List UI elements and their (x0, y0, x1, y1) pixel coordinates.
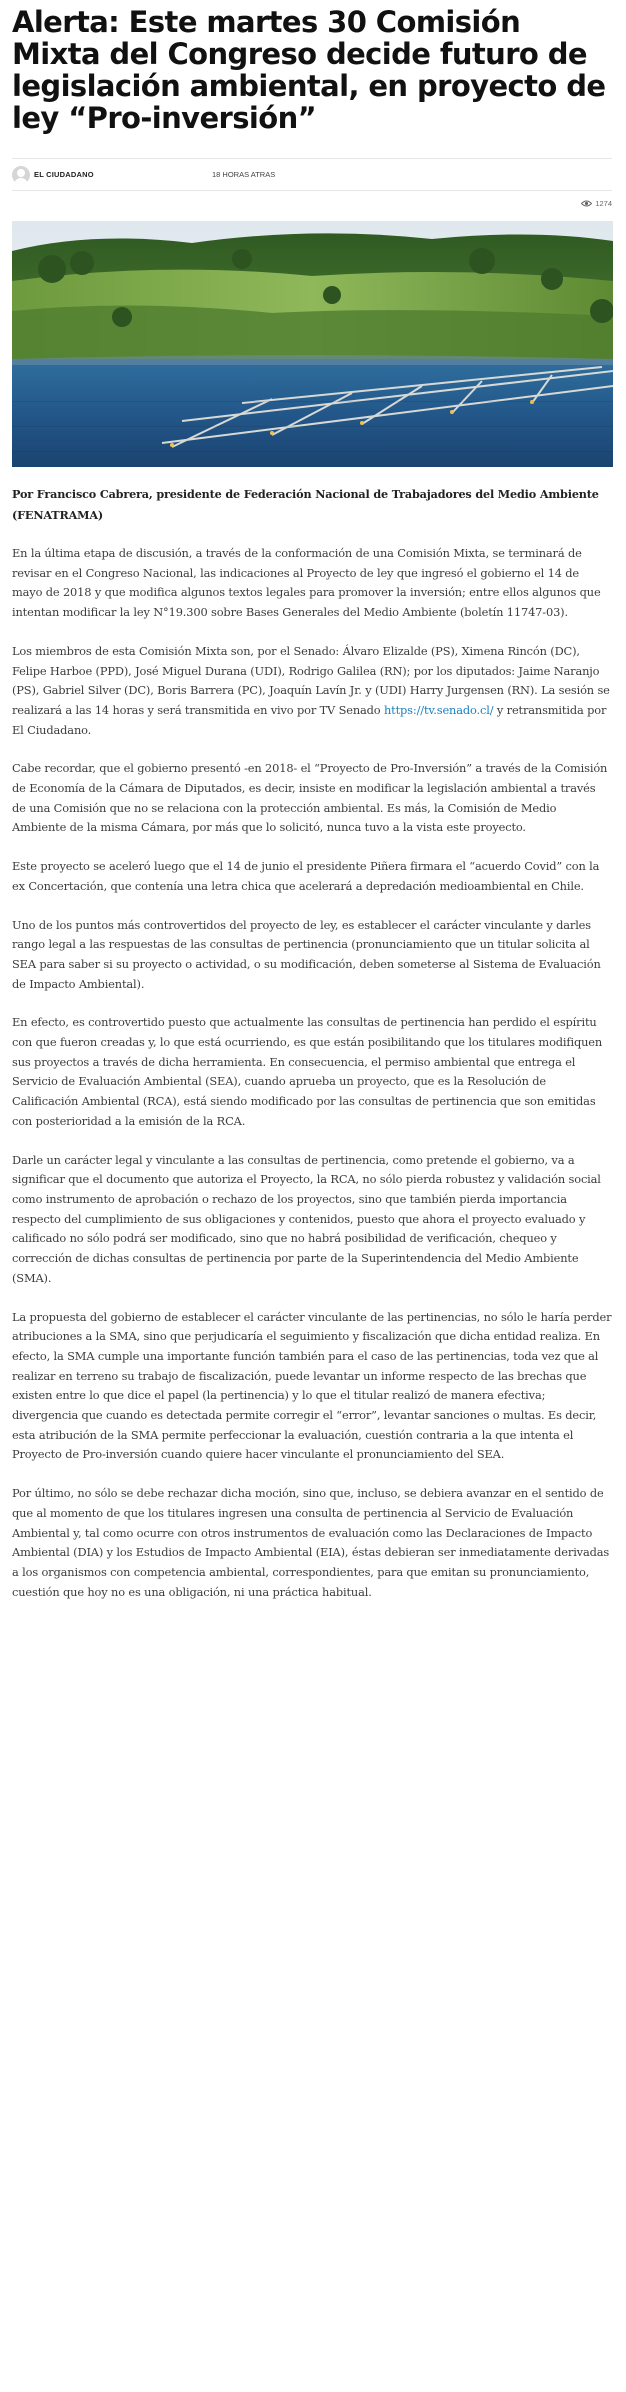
paragraph-6: En efecto, es controvertido puesto que actualmente las consultas de pertinencia han perdido el espíritu con que fueron creadas y, lo que está ocurriendo, es que están posibilitando que los titulares modifiquen sus proyectos a través de dicha herramienta. En consecuencia, el permiso ambiental que entrega el Servicio de Evaluación Ambiental (SEA), cuando aprueba un proyecto, que es la Resolución de Calificación Ambiental (RCA), está siendo modificado por las consultas de pertinencia que son emitidas con posterioridad a la emisión de la RCA. (12, 1015, 603, 1128)
paragraph-1: En la última etapa de discusión, a través de la conformación de una Comisión Mixta, se terminará de revisar en el Congreso Nacional, las indicaciones al Proyecto de ley que ingresó el gobierno el 14 de mayo de 2018 y que modifica algunos textos legales para promover la inversión; entre ellos algunos que intentan modificar la ley N°19.300 sobre Bases Generales del Medio Ambiente (boletín 11747-03). (12, 546, 601, 620)
author-name[interactable]: EL CIUDADANO (34, 170, 94, 179)
meta-divider-top (12, 158, 612, 159)
paragraph-9: Por último, no sólo se debe rechazar dicha moción, sino que, incluso, se debiera avanzar en el sentido de que al momento de que los titulares ingresen una consulta de pertinencia al Servicio de Evaluación Ambiental y, tal como ocurre con otros instrumentos de evaluación como las Declaraciones de Impacto Ambiental (DIA) y los Estudios de Impacto Ambiental (EIA), éstas debieran ser inmediatamente derivadas a los organismos con competencia ambiental, correspondientes, para que emitan su pronunciamiento, cuestión que hoy no es una obligación, ni una práctica habitual. (12, 1486, 610, 1599)
view-count: 1274 (595, 199, 612, 208)
paragraph-8: La propuesta del gobierno de establecer el carácter vinculante de las pertinencias, no sólo le haría perder atribuciones a la SMA, sino que perjudicaría el seguimiento y fiscalización que dicha entidad realiza. En efecto, la SMA cumple una importante función también para el caso de las pertinencias, toda vez que al realizar en terreno su trabajo de fiscalización, puede levantar un informe respecto de las brechas que existen entre lo que dice el papel (la pertinencia) y lo que el titular realizó de manera efectiva; divergencia que cuando es detectada permite corregir el “error”, levantar sanciones o multas. Es decir, esta atribución de la SMA permite perfeccionar la evaluación, cuestión contraria a la que intenta el Proyecto de Pro-inversión cuando quiere hacer vinculante el pronunciamiento del SEA. (12, 1309, 612, 1462)
paragraph-7: Darle un carácter legal y vinculante a las consultas de pertinencia, como pretende el gobierno, va a significar que el documento que autoriza el Proyecto, la RCA, no sólo pierda robustez y validación social como instrumento de aprobación o rechazo de los proyectos, sino que también pierda importancia respecto del cumplimiento de sus obligaciones y contenidos, puesto que ahora el proyecto evaluado y calificado no sólo podrá ser modificado, sino que no habrá posibilidad de verificación, chequeo y corrección de dichas consultas de pertinencia por parte de la Superintendencia del Medio Ambiente (SMA). (12, 1152, 601, 1285)
hero-image (12, 221, 613, 467)
paragraph-2 (12, 642, 612, 741)
byline: Por Francisco Cabrera, presidente de Federación Nacional de Trabajadores del Medio Ambiente (FENATRAMA) (12, 487, 599, 522)
paragraph-5: Uno de los puntos más controvertidos del proyecto de ley, es establecer el carácter vinculante y darles rango legal a las respuestas de las consultas de pertinencia (pronunciamiento que un titular solicita al SEA para saber si su proyecto o actividad, o su modificación, deben someterse al Sistema de Evaluación de Impacto Ambiental). (12, 917, 601, 991)
article-title: Alerta: Este martes 30 Comisión Mixta del Congreso decide futuro de legislación ambiental, en proyecto de ley “Pro-inversión” (12, 5, 606, 135)
paragraph-4: Este proyecto se aceleró luego que el 14 de junio el presidente Piñera firmara el “acuerdo Covid” con la ex Concertación, que contenía una letra chica que acelerará a depredación medioambiental en Chile. (12, 859, 600, 893)
author-avatar[interactable] (12, 166, 30, 184)
paragraph-2-text-end: y retransmitida por El Ciudadano. (12, 702, 607, 737)
eye-icon (581, 200, 592, 207)
publish-time: 18 HORAS ATRAS (212, 170, 276, 179)
view-counter (581, 199, 612, 208)
article-body (12, 484, 612, 1602)
paragraph-3: Cabe recordar, que el gobierno presentó -en 2018- el “Proyecto de Pro-Inversión” a través de la Comisión de Economía de la Cámara de Diputados, es decir, insiste en modificar la legislación ambiental a través de una Comisión que no se relaciona con la protección ambiental. Es más, la Comisión de Medio Ambiente de la misma Cámara, por más que lo solicitó, nunca tuvo a la vista este proyecto. (12, 761, 608, 835)
meta-divider-bottom (12, 190, 612, 191)
tv-senado-link[interactable]: https://tv.senado.cl/ (384, 702, 494, 717)
paragraph-2-text-start: Los miembros de esta Comisión Mixta son, por el Senado: Álvaro Elizalde (PS), Ximena Rincón (DC), Felipe Harboe (PPD), José Miguel Durana (UDI), Rodrigo Galilea (RN); por los diputados: Jaime Naranjo (PS), Gabriel Silver (DC), Boris Barrera (PC), Joaquín Lavín Jr. y (UDI) Harry Jurgensen (RN). La sesión se realizará a las 14 horas y será transmitida en vivo por TV Senado (12, 643, 610, 717)
